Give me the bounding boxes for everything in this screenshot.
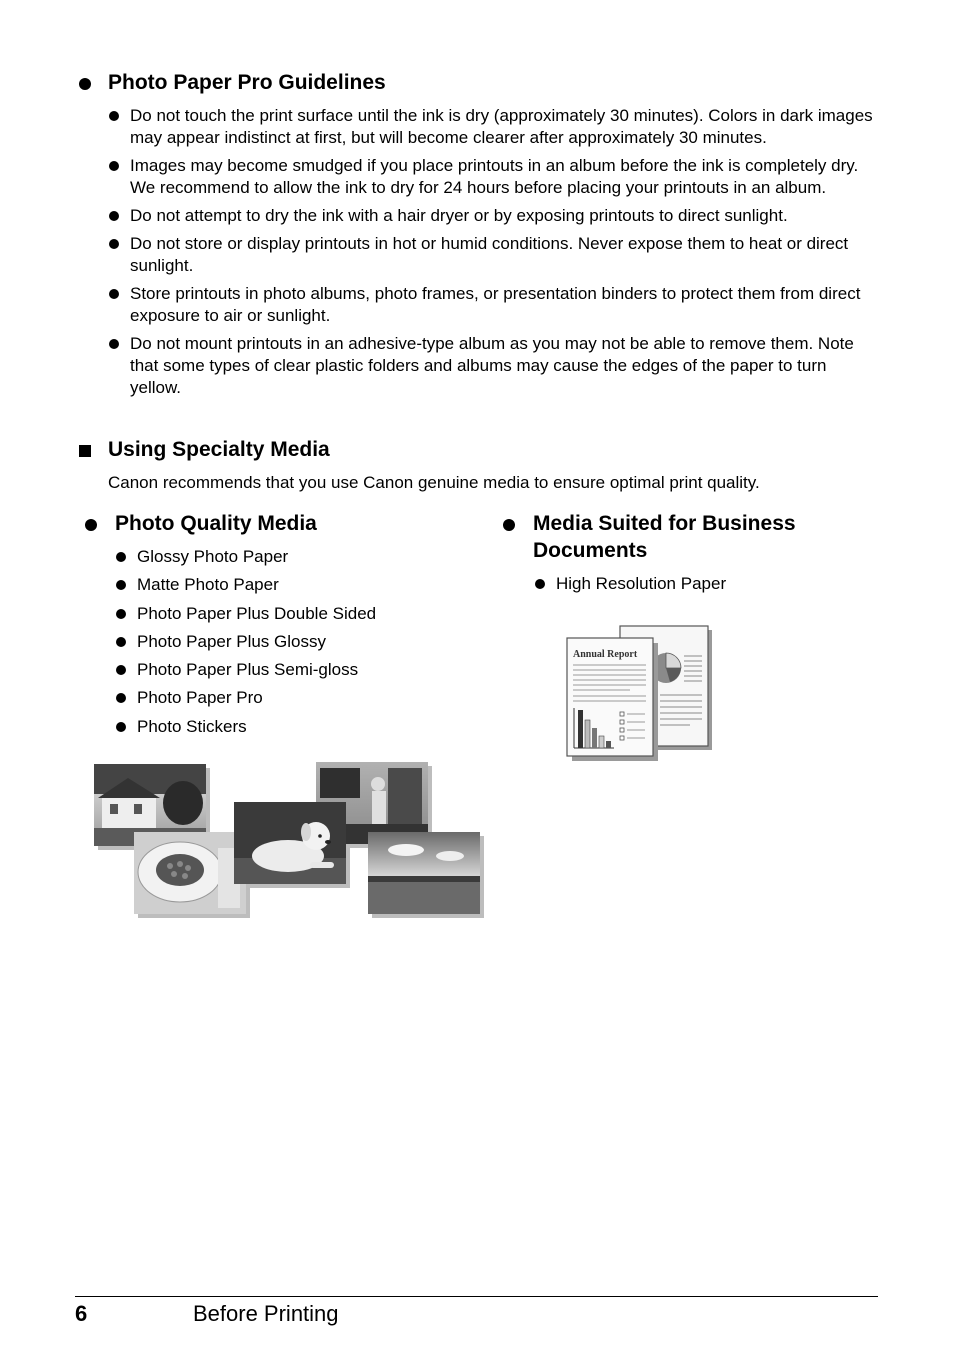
business-documents-image: [560, 620, 720, 765]
bullet: [116, 693, 126, 703]
list-item: Photo Paper Plus Semi-gloss: [137, 659, 477, 681]
list-item: Photo Paper Plus Double Sided: [137, 603, 477, 625]
list-item: Do not mount printouts in an adhesive-type album as you may not be able to remove them. Note that some types of clear plastic folders and albums may cause the edges of the paper to turn yellow.: [130, 333, 880, 399]
bullet: [116, 637, 126, 647]
bullet: [116, 580, 126, 590]
bullet: [116, 552, 126, 562]
list-item: Photo Paper Pro: [137, 687, 477, 709]
bullet: [109, 239, 119, 249]
dog-photo: [234, 802, 346, 884]
business-title-line1: Media Suited for Business: [533, 512, 796, 535]
list-item: Matte Photo Paper: [137, 574, 477, 596]
list-item: Photo Paper Plus Glossy: [137, 631, 477, 653]
bullet: [116, 665, 126, 675]
list-item: Do not touch the print surface until the ink is dry (approximately 30 minutes). Colors in dark images may appear indistinct at first, but will become clearer after approximately 30 minutes.: [130, 105, 880, 149]
list-item: High Resolution Paper: [556, 573, 876, 595]
business-title: [533, 511, 873, 564]
business-list: [556, 573, 876, 601]
list-item: Do not store or display printouts in hot or humid conditions. Never expose them to heat or direct sunlight.: [130, 233, 880, 277]
photo-quality-list: [137, 546, 477, 744]
bullet: [116, 609, 126, 619]
bullet: [116, 722, 126, 732]
specialty-intro: Canon recommends that you use Canon genuine media to ensure optimal print quality.: [108, 473, 760, 492]
guidelines-title: Photo Paper Pro Guidelines: [108, 71, 386, 94]
list-item: Do not attempt to dry the ink with a hair dryer or by exposing printouts to direct sunlight.: [130, 205, 880, 227]
guidelines-list: [130, 105, 880, 405]
list-item: Images may become smudged if you place printouts in an album before the ink is completely dry. We recommend to allow the ink to dry for 24 hours before placing your printouts in an album.: [130, 155, 880, 199]
bullet: [535, 579, 545, 589]
footer-divider: [75, 1296, 878, 1297]
bullet: [109, 289, 119, 299]
heading-bullet: [79, 78, 91, 90]
heading-bullet: [85, 519, 97, 531]
footer-section-title: Before Printing: [193, 1301, 339, 1326]
photo-quality-title: Photo Quality Media: [115, 512, 317, 535]
food-photo: [134, 832, 246, 914]
list-item: Store printouts in photo albums, photo frames, or presentation binders to protect them from direct exposure to air or sunlight.: [130, 283, 880, 327]
bullet: [109, 211, 119, 221]
heading-bullet: [503, 519, 515, 531]
annual-report-heading: Annual Report: [573, 649, 638, 660]
bullet: [109, 111, 119, 121]
list-item: Glossy Photo Paper: [137, 546, 477, 568]
specialty-title: Using Specialty Media: [108, 438, 330, 461]
business-title-line2: Documents: [533, 539, 648, 562]
bullet: [109, 161, 119, 171]
landscape-photo: [368, 832, 480, 914]
photo-collage-image: [88, 758, 488, 923]
list-item: Photo Stickers: [137, 716, 477, 738]
bullet: [109, 339, 119, 349]
heading-square: [79, 445, 91, 457]
page-number: 6: [75, 1301, 88, 1326]
